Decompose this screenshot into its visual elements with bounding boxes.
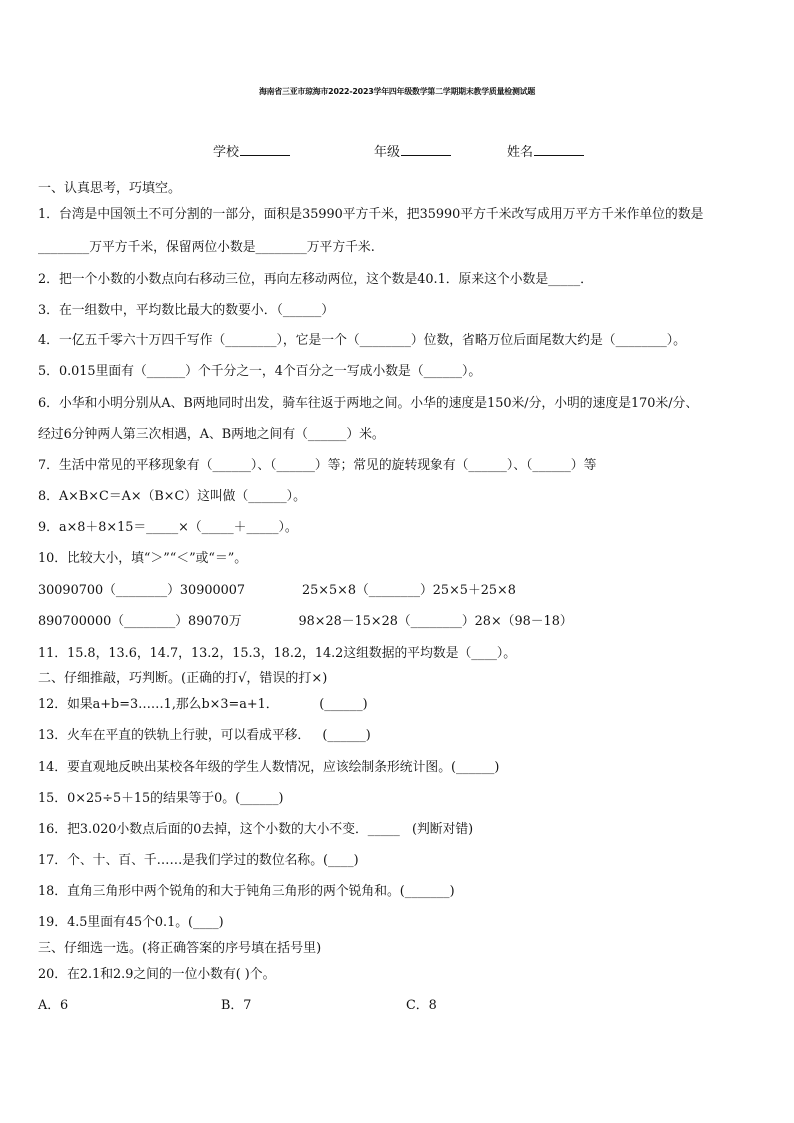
school-label: 学校 (213, 145, 240, 160)
name-label: 姓名 (507, 145, 534, 160)
section-3-heading: 三、仔细选一选。(将正确答案的序号填在括号里) (38, 941, 322, 956)
question-14: 14．要直观地反映出某校各年级的学生人数情况，应该绘制条形统计图。(______) (38, 760, 500, 775)
question-6: 6．小华和小明分别从A、B两地同时出发，骑车往返于两地之间。小华的速度是150米/分，小明的速度是170米/分、 (38, 396, 699, 411)
question-10-row-2: 890700000（________）89070万 98×28－15×28（________）28×（98－18） (38, 614, 573, 629)
question-2: 2．把一个小数的小数点向右移动三位，再向左移动两位，这个数是40.1．原来这个小数是_____． (38, 272, 593, 287)
question-1-cont: ________万平方千米，保留两位小数是________万平方千米. (38, 240, 375, 255)
question-18: 18．直角三角形中两个锐角的和大于钝角三角形的两个锐角和。(_______) (38, 884, 455, 899)
grade-label: 年级 (374, 145, 401, 160)
name-field (507, 141, 584, 160)
question-4: 4．一亿五千零六十万四千写作（________），它是一个（________）位数，省略万位后面尾数大约是（________）。 (38, 333, 686, 348)
question-5: 5．0.015里面有（______）个千分之一，4个百分之一写成小数是（______）。 (38, 364, 482, 379)
question-10: 10．比较大小，填“＞”“＜”或“＝”。 (38, 551, 248, 566)
section-2-heading: 二、仔细推敲，巧判断。(正确的打√，错误的打×) (38, 671, 328, 686)
option-c: C．8 (406, 998, 437, 1013)
question-15: 15．0×25÷5＋15的结果等于0。(______) (38, 791, 284, 806)
name-blank (534, 143, 584, 156)
question-13: 13．火车在平直的铁轨上行驶，可以看成平移． (______) (38, 728, 371, 743)
question-9: 9．a×8＋8×15＝_____×（_____＋_____）。 (38, 520, 298, 535)
option-b: B．7 (221, 998, 252, 1013)
question-16: 16．把3.020小数点后面的0去掉，这个小数的大小不变．_____ (判断对错) (38, 822, 474, 837)
page-title: 海南省三亚市琼海市2022-2023学年四年级数学第二学期期末教学质量检测试题 (258, 87, 536, 96)
question-7: 7．生活中常见的平移现象有（______）、（______）等；常见的旋转现象有（______）、（______）等 (38, 458, 597, 473)
grade-blank (401, 143, 451, 156)
school-field (213, 141, 290, 160)
question-17: 17．个、十、百、千……是我们学过的数位名称。(____) (38, 853, 359, 868)
question-12: 12．如果a+b=3……1,那么b×3=a+1． (______) (38, 697, 368, 712)
school-blank (240, 143, 290, 156)
question-1: 1．台湾是中国领土不可分割的一部分，面积是35990平方千米，把35990平方千米改写成用万平方千米作单位的数是 (38, 207, 704, 222)
question-19: 19．4.5里面有45个0.1。(____) (38, 915, 224, 930)
question-6-cont: 经过6分钟两人第三次相遇，A、B两地之间有（______）米。 (38, 427, 385, 442)
question-8: 8．A×B×C＝A×（B×C）这叫做（______）。 (38, 489, 306, 504)
question-20: 20．在2.1和2.9之间的一位小数有( )个。 (38, 967, 276, 982)
grade-field (374, 141, 451, 160)
question-10-row-1: 30090700（________）30900007 25×5×8（________）25×5＋25×8 (38, 583, 516, 598)
option-a: A．6 (38, 998, 69, 1013)
question-3: 3．在一组数中，平均数比最大的数要小．（______） (38, 303, 335, 318)
question-11: 11．15.8，13.6，14.7，13.2，15.3，18.2，14.2这组数据的平均数是（____）。 (38, 646, 517, 661)
section-1-heading: 一、认真思考，巧填空。 (38, 181, 182, 196)
